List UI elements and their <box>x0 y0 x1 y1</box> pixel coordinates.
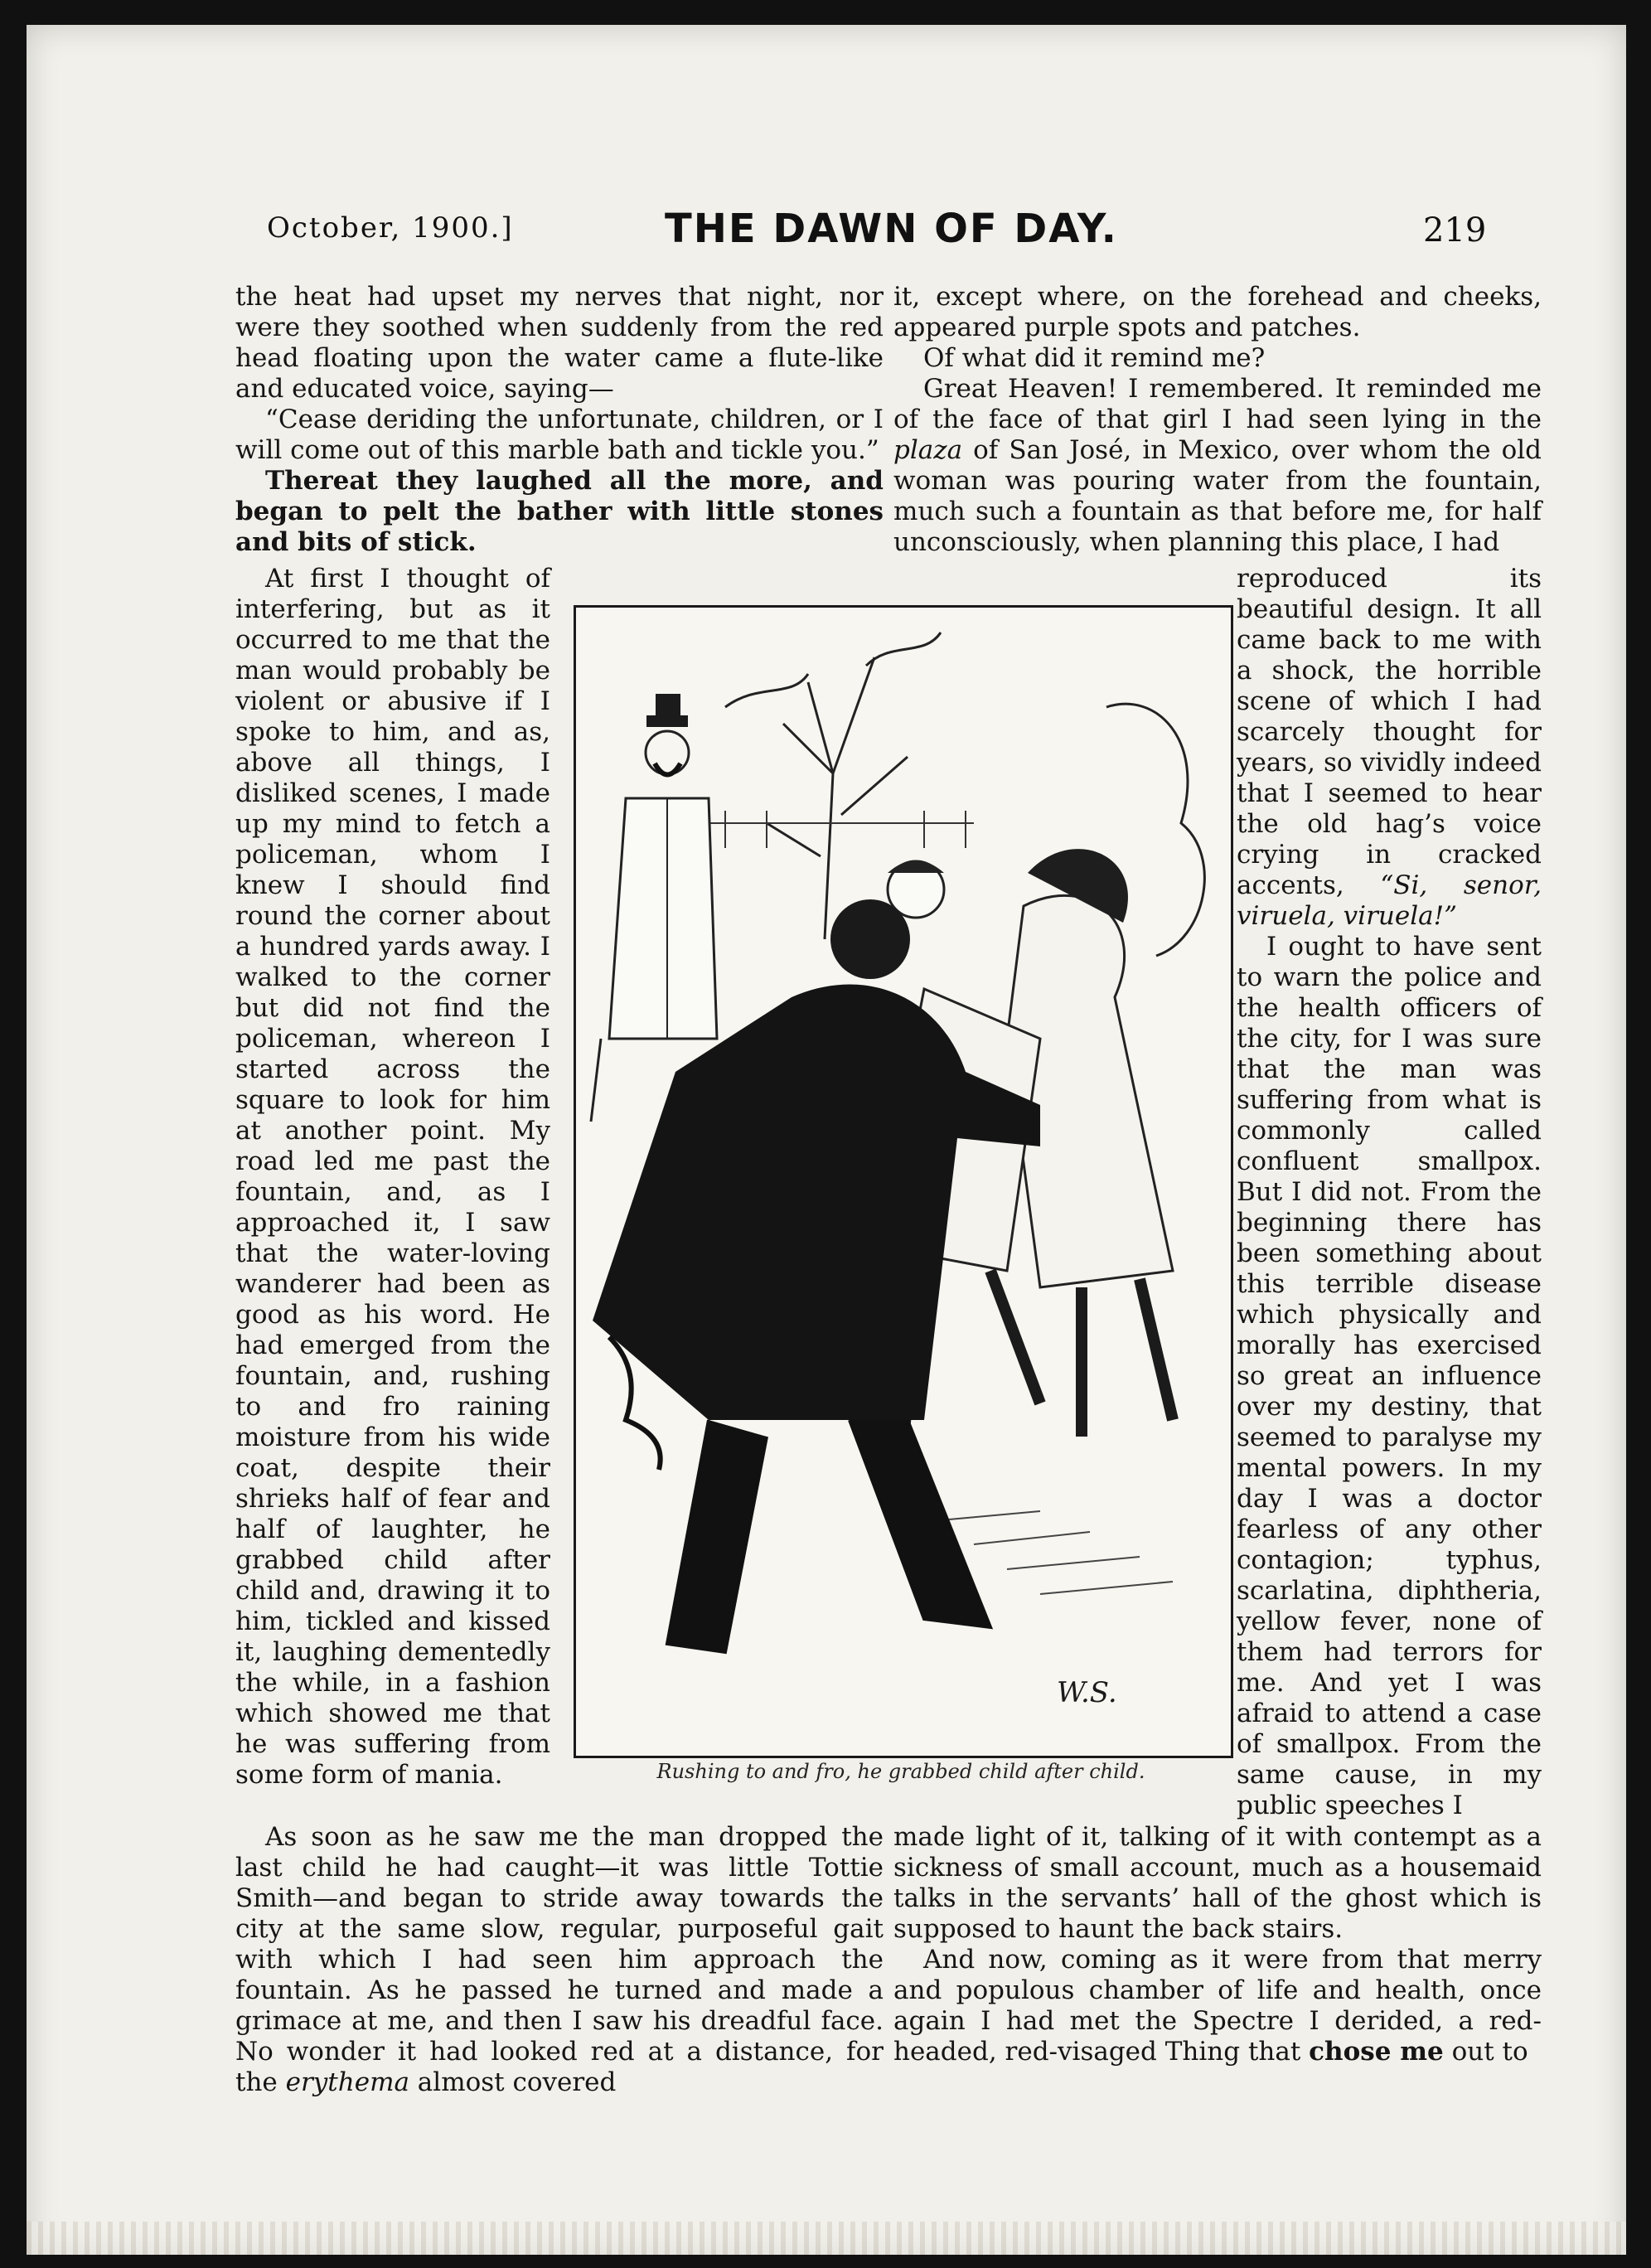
text-run: And now, coming as it were from that merry and populous chamber of life and health, once again I had met the Spectre I derided, a red-headed, red-visaged Thing that <box>893 1945 1542 2067</box>
illustration-caption: Rushing to and fro, he grabbed child after child. <box>656 1760 1145 1783</box>
paragraph <box>893 1945 1542 2067</box>
bold-text: chose me <box>1309 2037 1444 2067</box>
paragraph: “Cease deriding the unfortunate, children, or I will come out of this marble bath and tickle you.” <box>235 405 884 465</box>
italic-term: plaza <box>893 435 963 465</box>
paragraph: At first I thought of interfering, but as it occurred to me that the man would probably be violent or abusive if I spoke to him, and as, above all things, I disliked scenes, I made up my mind to fetch a policeman, whom I knew I should find round the corner about a hundred yards away. I walked to the corner but did not find the policeman, whereon I started across the square to look for him at another point. My road led me past the fountain, and, as I approached it, I saw that the water-loving wanderer had been as good as his word. He had emerged from the fountain, and, rushing to and fro raining moisture from his wide coat, despite their shrieks half of fear and half of laughter, he grabbed child after child and, drawing it to him, tickled and kissed it, laughing dementedly the while, in a fashion which showed me that he was suffering from some form of mania. <box>235 564 550 1790</box>
artist-signature: W.S. <box>1057 1676 1117 1709</box>
column-1-top <box>235 282 884 558</box>
header-date: October, 1900.] <box>267 211 514 245</box>
paragraph: made light of it, talking of it with contempt as a sickness of small account, much as a housemaid talks in the servants’ hall of the ghost which is supposed to haunt the back stairs. <box>893 1822 1542 1944</box>
column-1-bottom <box>235 1822 884 2098</box>
text-run: of San José, in Mexico, over whom the old woman was pouring water from the fountain, much such a fountain as that before me, for half unconsciously, when planning this place, I had <box>893 435 1542 557</box>
paragraph <box>1237 564 1542 932</box>
fence-sketch <box>700 811 974 848</box>
page-number: 219 <box>1423 211 1487 250</box>
text-run: out to <box>1443 2037 1528 2067</box>
column-2-bottom <box>893 1822 1542 2067</box>
paragraph: I ought to have sent to warn the police and the health officers of the city, for I was sure that the man was suffering from what is commonly called confluent smallpox. But I did not. From the beginning there has been something about this terrible disease which physically and morally has exercised so great an influence over my destiny, that seemed to paralyse my mental powers. In my day I was a doctor fearless of any other contagion; typhus, scarlatina, diphtheria, yellow fever, none of them had terrors for me. And yet I was afraid to attend a case of smallpox. From the same cause, in my public speeches I <box>1237 932 1542 1820</box>
italic-quote: “Si, senor, viruela, viruela!” <box>1237 870 1542 931</box>
paragraph <box>235 1822 884 2098</box>
text-run: reproduced its beautiful design. It all came back to me with a shock, the horrible scene of which I had scarcely thought for years, so vividly indeed that I seemed to hear the old hag’s voice crying in cracked accents, <box>1237 564 1542 900</box>
text-run: almost covered <box>409 2067 617 2097</box>
text-run: As soon as he saw me the man dropped the last child he had caught—it was little Tottie Smith—and began to stride away towards the city at the same slow, regular, purposeful gait with which I had seen him approach the fountain. As he passed he turned and made a grimace at me, and then I saw his dreadful face. No wonder it had looked red at a distance, for the <box>235 1822 884 2097</box>
column-1-wrap <box>235 564 550 1791</box>
illustration <box>574 605 1233 1758</box>
paragraph: Of what did it remind me? <box>923 343 1266 373</box>
page <box>27 25 1626 2255</box>
ground-hatching <box>949 1511 1173 1594</box>
paragraph <box>893 374 1542 558</box>
engraving-drawing <box>576 608 1231 1756</box>
italic-term: erythema <box>285 2067 409 2097</box>
column-2-top <box>893 282 1542 558</box>
magazine-title: THE DAWN OF DAY. <box>665 206 1118 252</box>
paragraph: Thereat they laughed all the more, and began to pelt the bather with little stones and bits of stick. <box>235 466 884 557</box>
paragraph: the heat had upset my nerves that night, nor were they soothed when suddenly from the red head floating upon the water came a flute-like and educated voice, saying— <box>235 282 884 404</box>
text-run: Great Heaven! I remembered. It reminded me of the face of that girl I had seen lying in the <box>893 374 1542 434</box>
column-2-wrap <box>1237 564 1542 1821</box>
paragraph: it, except where, on the forehead and cheeks, appeared purple spots and patches. <box>893 282 1542 342</box>
